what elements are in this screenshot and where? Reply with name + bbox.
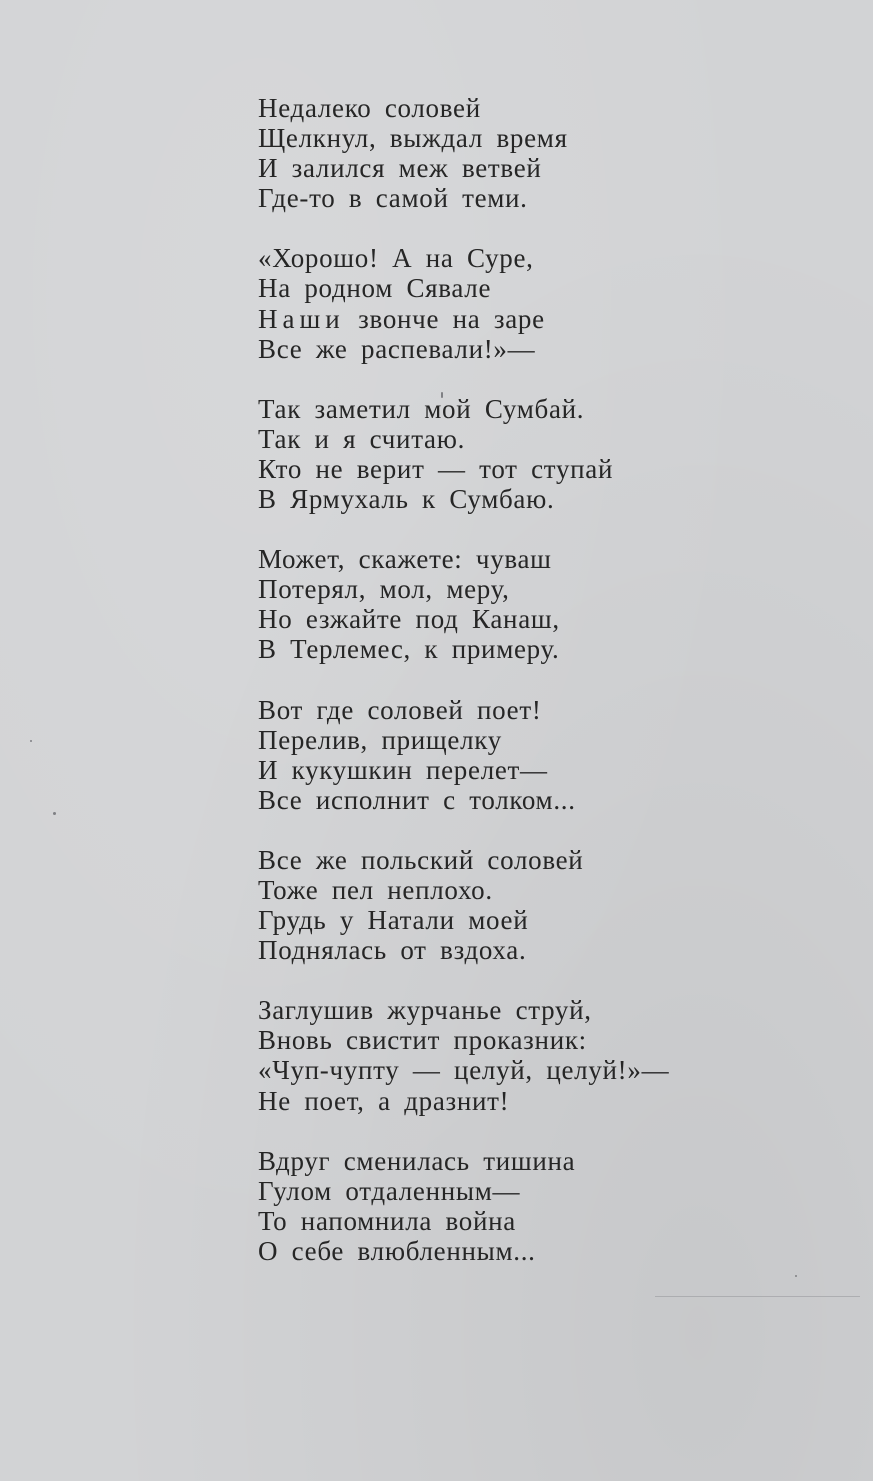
poem-line: Может, скажете: чуваш <box>258 544 552 575</box>
poem-line: Все же распевали!»— <box>258 333 536 364</box>
poem-line: «Хорошо! А на Суре, <box>258 243 534 274</box>
paper-speck <box>30 740 32 742</box>
poem-line: Не поет, а дразнит! <box>258 1085 510 1116</box>
poem-line: В Терлемес, к примеру. <box>258 634 560 665</box>
stanza-3 <box>258 394 669 514</box>
poem-line: В Ярмухаль к Сумбаю. <box>258 484 555 515</box>
poem-line: Все исполнит с толком... <box>258 784 576 815</box>
poem-line: «Чуп-чупту — целуй, целуй!»— <box>258 1055 670 1086</box>
poem-line: Но езжайте под Канаш, <box>258 604 560 635</box>
poem-line: И кукушкин перелет— <box>258 754 548 785</box>
poem-line: Потерял, мол, меру, <box>258 574 510 605</box>
poem-line: О себе влюбленным... <box>258 1235 536 1266</box>
poem-line: Наши звонче на заре <box>258 303 545 334</box>
poem-line: Вновь свистит проказник: <box>258 1025 587 1056</box>
poem-line: Так и я считаю. <box>258 423 466 454</box>
stanza-2 <box>258 243 669 363</box>
poem <box>258 93 669 1296</box>
stanza-1 <box>258 93 669 213</box>
poem-line: Все же польский соловей <box>258 844 584 875</box>
poem-line: Вдруг сменилась тишина <box>258 1145 576 1176</box>
poem-line: Грудь у Натали моей <box>258 905 529 936</box>
poem-line: Так заметил мой Сумбай. <box>258 393 585 424</box>
paper-speck <box>795 1275 797 1277</box>
poem-line: Щелкнул, выждал время <box>258 123 568 154</box>
poem-line: Перелив, прищелку <box>258 724 502 755</box>
poem-line: Недалеко соловей <box>258 93 481 123</box>
poem-line: Где-то в самой теми. <box>258 183 528 214</box>
stanza-5 <box>258 695 669 815</box>
stanza-4 <box>258 544 669 664</box>
stanza-8 <box>258 1146 669 1266</box>
poem-line: Заглушив журчанье струй, <box>258 995 592 1026</box>
poem-line: То напомнила война <box>258 1205 516 1236</box>
poem-line: Вот где соловей поет! <box>258 694 542 725</box>
poem-line: Гулом отдаленным— <box>258 1175 521 1206</box>
poem-line: Кто не верит — тот ступай <box>258 453 614 484</box>
poem-line: Тоже пел неплохо. <box>258 874 493 905</box>
paper-speck <box>53 812 56 815</box>
stanza-7 <box>258 995 669 1115</box>
poem-line: И залился меж ветвей <box>258 153 542 184</box>
faint-rule <box>655 1296 860 1297</box>
poem-line: Поднялась от вздоха. <box>258 935 527 966</box>
poem-line: На родном Сявале <box>258 273 492 304</box>
stanza-6 <box>258 845 669 965</box>
